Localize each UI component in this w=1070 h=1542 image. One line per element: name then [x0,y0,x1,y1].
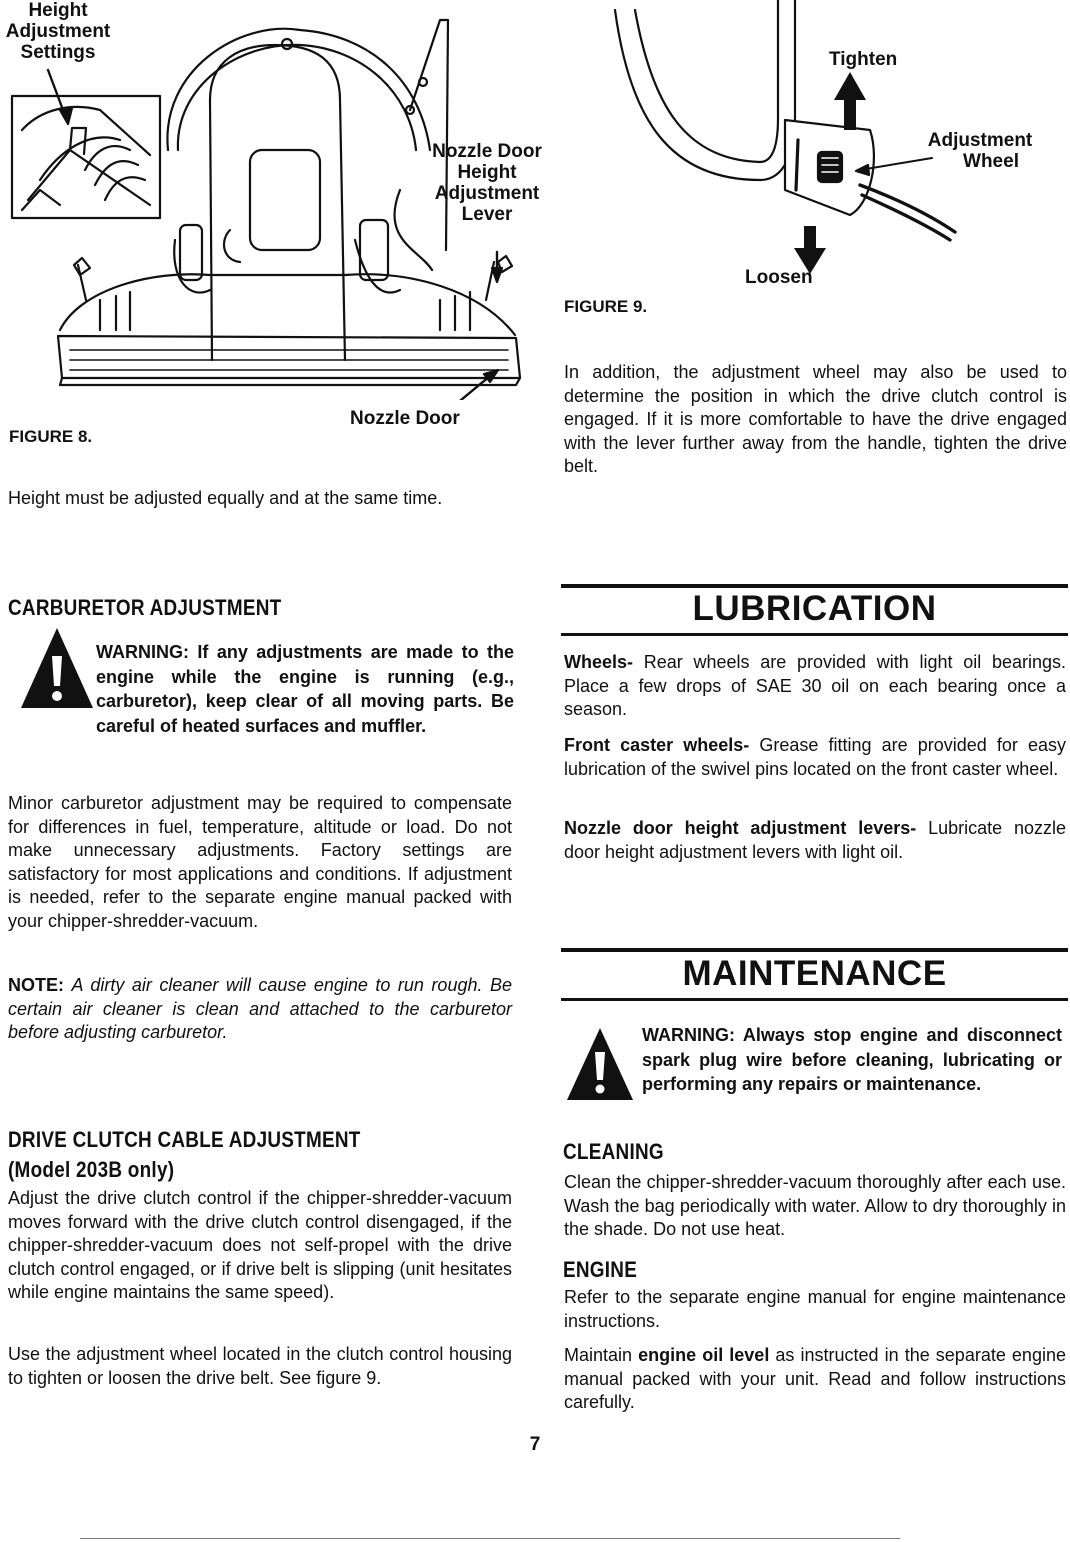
callout-line: Settings [20,42,96,63]
drive-clutch-subheading: (Model 203B only) [8,1157,175,1182]
lubrication-rule-bottom [561,633,1068,636]
bottom-divider [80,1538,900,1539]
oil-pre: Maintain [564,1345,633,1365]
lubrication-rule-top [561,584,1068,588]
drive-clutch-body-2: Use the adjustment wheel located in the clutch control housing to tighten or loosen the drive belt. See figure 9. [8,1344,512,1388]
callout-tighten: Tighten [829,49,898,70]
cleaning-heading: CLEANING [563,1139,664,1164]
note-paragraph [8,974,512,1045]
callout-adjustment-wheel [918,130,1042,172]
callout-line: Adjustment [927,130,1033,151]
callout-line: Lever [461,204,513,225]
warning-icon [564,1024,636,1104]
maintenance-rule-bottom [561,998,1068,1001]
maintenance-heading: MAINTENANCE [682,954,947,993]
drive-clutch-body-1: Adjust the drive clutch control if the chipper-shredder-vacuum moves forward with the drive clutch control disengaged, if the chipper-shredder-vacuum does not self-propel with the drive clutch control engaged, or if drive belt is slipping (unit hesitates while engine maintains the same speed). [8,1188,512,1303]
figure-8-caption: FIGURE 8. [9,427,93,446]
callout-line: Nozzle Door [432,141,542,162]
engine-heading: ENGINE [563,1257,638,1282]
note-text: A dirty air cleaner will cause engine to run rough. Be certain air cleaner is clean and attached to the carburetor before adjusting carburetor. [8,975,512,1043]
callout-line: Wheel [963,151,1019,172]
height-note: Height must be adjusted equally and at the same time. [8,488,443,508]
callout-height-adjustment-settings [0,0,118,63]
engine-oil-paragraph [564,1344,1066,1415]
carburetor-heading: CARBURETOR ADJUSTMENT [8,595,282,620]
page-number: 7 [529,1434,541,1455]
note-label: NOTE: [8,975,64,995]
nozzle-lever-text: Lubricate nozzle door height adjustment levers with light oil. [564,818,1066,862]
callout-loosen: Loosen [745,267,813,288]
wheels-paragraph [564,651,1066,722]
caster-text: Grease fitting are provided for easy lubrication of the swivel pins located on the front caster wheel. [564,735,1066,779]
callout-nozzle-door: Nozzle Door [350,408,460,429]
callout-line: Height [28,0,88,21]
callout-nozzle-door-lever [427,141,547,225]
carburetor-warning: WARNING: If any adjustments are made to the engine while the engine is running (e.g., carburetor), keep clear of all moving parts. Be careful of heated surfaces and muffler. [96,642,514,736]
cleaning-text: Clean the chipper-shredder-vacuum thoroughly after each use. Wash the bag periodically with water. Allow to dry thoroughly in the shade. Do not use heat. [564,1172,1066,1240]
nozzle-lever-paragraph [564,817,1066,864]
caster-paragraph [564,734,1066,781]
wheels-text: Rear wheels are provided with light oil bearings. Place a few drops of SAE 30 oil on each bearing once a season. [564,652,1066,720]
maintenance-rule-top [561,948,1068,952]
figure-9-caption: FIGURE 9. [564,297,648,316]
callout-line: Height [457,162,517,183]
figure-9-paragraph: In addition, the adjustment wheel may also be used to determine the position in which the drive clutch control is engaged. If it is more comfortable to have the drive engaged with the lever further away from the handle, tighten the drive belt. [564,362,1067,477]
oil-bold: engine oil level [638,1345,770,1365]
warning-icon [17,624,97,712]
wheels-label: Wheels- [564,652,634,672]
nozzle-lever-label: Nozzle door height adjustment levers- [564,818,917,838]
oil-post: as instructed in the separate engine manual packed with your unit. Read and follow instructions carefully. [564,1345,1066,1413]
maintenance-warning: WARNING: Always stop engine and disconnect spark plug wire before cleaning, lubricating or performing any repairs or maintenance. [642,1025,1062,1094]
callout-line: Adjustment [434,183,540,204]
carburetor-body: Minor carburetor adjustment may be required to compensate for differences in fuel, temperature, altitude or load. Do not make unnecessary adjustments. Factory settings are satisfactory for most applications and conditions. If adjustment is needed, refer to the separate engine manual packed with your chipper-shredder-vacuum. [8,793,512,931]
engine-text: Refer to the separate engine manual for engine maintenance instructions. [564,1287,1066,1331]
drive-clutch-heading: DRIVE CLUTCH CABLE ADJUSTMENT [8,1127,361,1152]
lubrication-heading: LUBRICATION [692,589,937,628]
callout-line: Adjustment [5,21,111,42]
caster-label: Front caster wheels- [564,735,750,755]
